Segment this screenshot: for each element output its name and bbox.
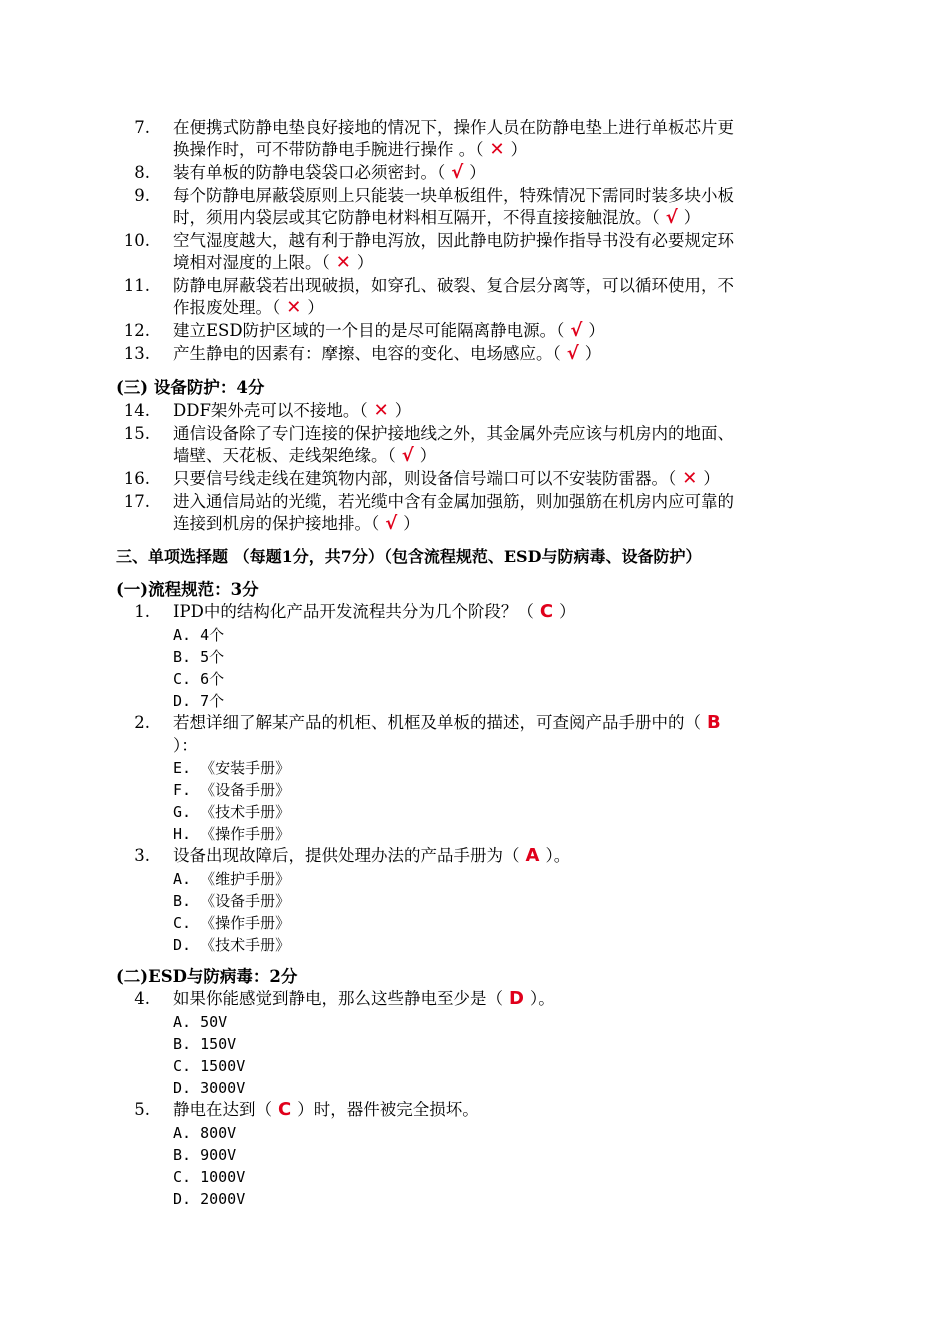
option: A. 50V [173, 1013, 228, 1031]
answer-mark: C [278, 1099, 292, 1120]
option: C. 《操作手册》 [173, 914, 291, 932]
item-number: 1. [134, 602, 150, 621]
option: B. 900V [173, 1146, 237, 1164]
option: H. 《操作手册》 [173, 825, 291, 843]
question-text: 墙壁、天花板、走线架绝缘。（ √ ） [173, 445, 437, 466]
option: A. 800V [173, 1124, 237, 1142]
option: C. 1000V [173, 1168, 246, 1186]
option: C. 1500V [173, 1057, 246, 1075]
answer-mark: √ [566, 343, 579, 364]
answer-mark: ✕ [335, 252, 351, 273]
option: A. 《维护手册》 [173, 870, 291, 888]
option: D. 3000V [173, 1079, 246, 1097]
item-number: 9. [134, 186, 150, 205]
answer-mark: √ [451, 162, 464, 183]
option: C. 6个 [173, 670, 225, 688]
answer-mark: ✕ [286, 297, 302, 318]
item-number: 8. [134, 163, 150, 182]
answer-mark: C [539, 601, 554, 622]
answer-mark: ✕ [373, 400, 389, 421]
item-number: 13. [123, 344, 150, 363]
question-text: 只要信号线走线在建筑物内部，则设备信号端口可以不安装防雷器。（ ✕ ） [173, 468, 720, 489]
item-number: 10. [123, 231, 150, 250]
question-text: ）： [173, 736, 198, 755]
option: D. 《技术手册》 [173, 936, 291, 954]
question-text: 空气湿度越大，越有利于静电泻放，因此静电防护操作指导书没有必要规定环 [173, 231, 734, 250]
question-text: 换操作时，可不带防静电手腕进行操作 。（ ✕ ） [173, 139, 528, 160]
section-heading: 三、单项选择题 （每题1分，共7分）（包含流程规范、ESD与防病毒、设备防护） [116, 547, 702, 566]
option: B. 150V [173, 1035, 237, 1053]
item-number: 3. [134, 846, 150, 865]
answer-mark: ✕ [489, 139, 505, 160]
question-text: 产生静电的因素有：摩擦、电容的变化、电场感应。（ √ ） [173, 343, 602, 364]
item-number: 7. [134, 118, 150, 137]
subsection-heading: (一)流程规范：3分 [116, 580, 259, 599]
question-text: 每个防静电屏蔽袋原则上只能装一块单板组件，特殊情况下需同时装多块小板 [173, 186, 734, 205]
question-text: DDF架外壳可以不接地。（ ✕ ） [173, 400, 412, 421]
option: D. 2000V [173, 1190, 246, 1208]
item-number: 17. [123, 492, 150, 511]
question-text: 建立ESD防护区域的一个目的是尽可能隔离静电源。（ √ ） [173, 320, 605, 341]
answer-mark: B [707, 712, 721, 733]
question-text: 静电在达到（ C ）时，器件被完全损坏。 [173, 1099, 479, 1120]
answer-mark: √ [401, 445, 414, 466]
item-number: 4. [134, 989, 150, 1008]
item-number: 5. [134, 1100, 150, 1119]
question-text: 作报废处理。（ ✕ ） [173, 297, 324, 318]
answer-mark: D [509, 988, 524, 1009]
option: B. 5个 [173, 648, 225, 666]
subsection-heading: (二)ESD与防病毒：2分 [116, 967, 298, 986]
question-text: 设备出现故障后，提供处理办法的产品手册为（ A ）。 [173, 845, 571, 866]
question-text: 如果你能感觉到静电，那么这些静电至少是（ D ）。 [173, 988, 555, 1009]
item-number: 12. [123, 321, 150, 340]
item-number: 2. [134, 713, 150, 732]
option: D. 7个 [173, 692, 225, 710]
item-number: 15. [123, 424, 150, 443]
question-text: 防静电屏蔽袋若出现破损，如穿孔、破裂、复合层分离等，可以循环使用，不 [173, 276, 734, 295]
option: F. 《设备手册》 [173, 781, 291, 799]
option: E. 《安装手册》 [173, 759, 291, 777]
answer-mark: A [525, 845, 540, 866]
question-text: 装有单板的防静电袋袋口必须密封。（ √ ） [173, 162, 486, 183]
answer-mark: ✕ [682, 468, 698, 489]
option: B. 《设备手册》 [173, 892, 291, 910]
answer-mark: √ [385, 513, 398, 534]
question-text: 在便携式防静电垫良好接地的情况下，操作人员在防静电垫上进行单板芯片更 [173, 118, 734, 137]
question-text: 通信设备除了专门连接的保护接地线之外，其金属外壳应该与机房内的地面、 [173, 424, 734, 443]
option: A. 4个 [173, 626, 225, 644]
question-text: IPD中的结构化产品开发流程共分为几个阶段？（ C ） [173, 601, 576, 622]
section-heading: (三) 设备防护：4分 [116, 378, 265, 397]
question-text: 若想详细了解某产品的机柜、机框及单板的描述，可查阅产品手册中的（ B [173, 712, 727, 734]
question-text: 连接到机房的保护接地排。（ √ ） [173, 513, 420, 534]
answer-mark: √ [570, 320, 583, 341]
item-number: 14. [123, 401, 150, 420]
item-number: 16. [123, 469, 150, 488]
question-text: 进入通信局站的光缆，若光缆中含有金属加强筋，则加强筋在机房内应可靠的 [173, 492, 734, 511]
question-text: 境相对湿度的上限。（ ✕ ） [173, 252, 374, 273]
item-number: 11. [123, 276, 150, 295]
answer-mark: √ [665, 207, 678, 228]
option: G. 《技术手册》 [173, 803, 291, 821]
question-text: 时，须用内袋层或其它防静电材料相互隔开，不得直接接触混放。（ √ ） [173, 207, 701, 228]
